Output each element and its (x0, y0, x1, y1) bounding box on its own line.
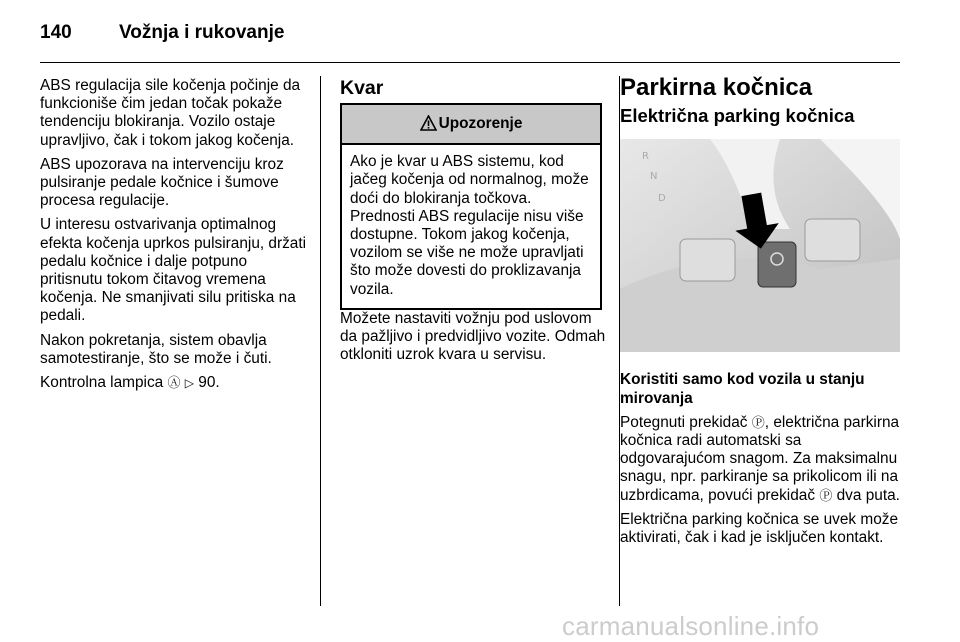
control-lamp-label: Kontrolna lampica (40, 374, 164, 392)
abs-paragraph-1: ABS regulacija sile kočenja počinje da funkcioniše čim jedan točak pokaže tendenciju blokiranja. Vozilo ostaje upravljivo, čak i tokom jakog kočenja. (40, 77, 301, 149)
parking-brake-symbol-icon-2: Ⓟ (819, 487, 833, 503)
usage-note: Koristiti samo kod vozila u stanju mirovanja (620, 371, 865, 407)
column-3 (620, 74, 902, 553)
warning-title: Upozorenje (438, 115, 523, 133)
cross-ref-arrow-icon: ▷ (184, 376, 195, 391)
page-reference-link[interactable]: 90. (198, 374, 220, 392)
parking-brake-paragraph-1 (620, 414, 902, 505)
svg-text:D: D (658, 193, 666, 205)
abs-paragraph-3: U interesu ostvarivanja optimalnog efekta kočenja uprkos pulsiranju, držati pedalu kočnice i dalje potpuno pritisnutu tokom čitavog vremena kočenja. Ne smanjivati silu pritiska na pedali. (40, 216, 307, 325)
svg-text:N: N (650, 171, 658, 183)
parking-brake-paragraph-2: Električna parking kočnica se uvek može aktivirati, čak i kad je isključen kontakt. (620, 510, 899, 547)
watermark: carmanualsonline.info (562, 611, 820, 641)
column-1 (40, 77, 310, 398)
svg-text:R: R (642, 151, 649, 163)
column-2 (340, 79, 608, 370)
abs-paragraph-2: ABS upozorava na intervenciju kroz pulsiranje pedale kočnice i šumove procesa regulacije. (40, 155, 284, 210)
kvar-paragraph: Možete nastaviti vožnju pod uslovom da pažljivo i predvidljivo vozite. Odmah otkloniti uzrok kvara u servisu. (340, 309, 606, 364)
subheading-electric-parking-brake: Električna parking kočnica (620, 105, 855, 127)
section-heading-parking-brake: Parkirna kočnica (620, 74, 813, 101)
abs-lamp-icon: Ⓐ (167, 375, 181, 391)
warning-box (340, 103, 602, 310)
instruction-part-1: Potegnuti prekidač (620, 413, 748, 431)
abs-paragraph-5 (40, 374, 310, 392)
page-number: 140 (40, 22, 72, 43)
section-heading-kvar: Kvar (340, 77, 384, 99)
page-header-title: Vožnja i rukovanje (119, 22, 285, 43)
instruction-part-2: , električna parkirna kočnica radi automatski sa odgovarajućom snagom. Za maksimalnu snagu, npr. parkiranje sa prikolicom ili na uzbrdicama, povući prekidač (620, 413, 900, 504)
parking-brake-switch-photo (620, 139, 900, 352)
header-divider (40, 62, 900, 63)
column-divider-1 (320, 76, 321, 606)
instruction-part-3: dva puta. (836, 486, 900, 504)
warning-text: Ako je kvar u ABS sistemu, kod jačeg kočenja od normalnog, može doći do blokiranja točkova. Prednosti ABS regulacije nisu više dostupne. Tokom jakog kočenja, vozilom se više ne može upravljati što može dovesti do proklizavanja vozila. (350, 153, 589, 298)
warning-header (342, 105, 600, 145)
warning-triangle-icon (420, 115, 437, 134)
parking-brake-symbol-icon: Ⓟ (751, 414, 765, 430)
abs-paragraph-4: Nakon pokretanja, sistem obavlja samotestiranje, što se može i čuti. (40, 331, 272, 367)
